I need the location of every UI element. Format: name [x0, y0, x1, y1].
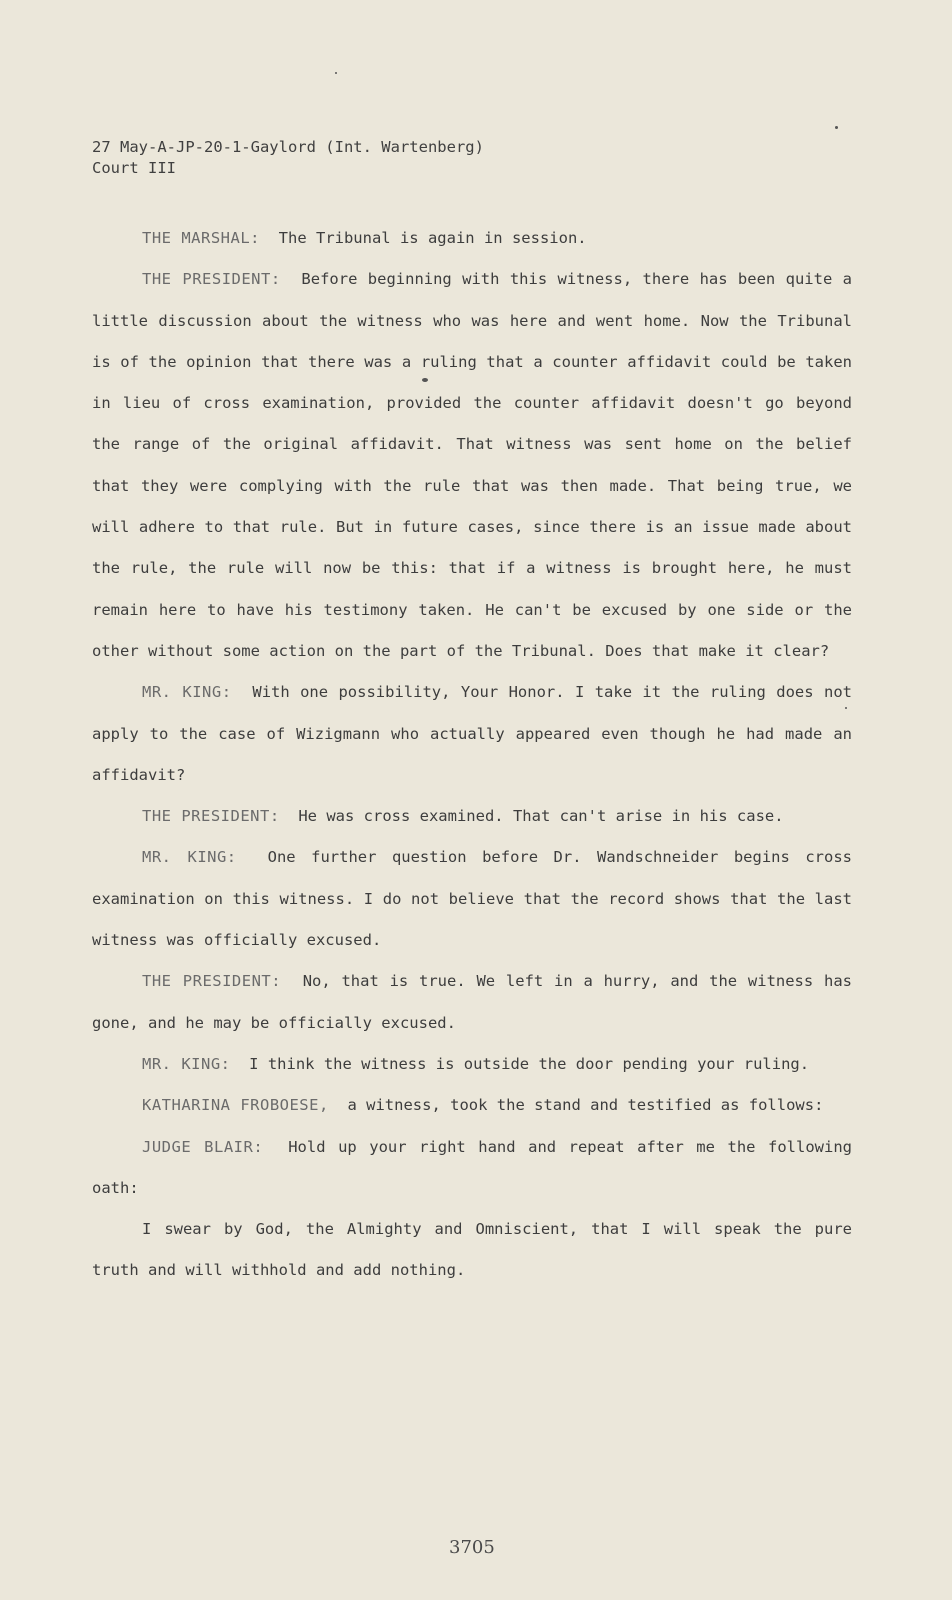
transcript-paragraph	[92, 837, 852, 961]
transcript-paragraph	[92, 961, 852, 1044]
paragraph-text: No, that is true. We left in a hurry, and the witness has gone, and he may be officially excused.	[92, 972, 852, 1032]
transcript-paragraph	[92, 672, 852, 796]
speaker-label: THE PRESIDENT:	[142, 270, 281, 289]
paragraph-text: Hold up your right hand and repeat after me the following oath:	[92, 1137, 852, 1197]
header-reference: 27 May-A-JP-20-1-Gaylord (Int. Wartenberg)	[92, 138, 484, 156]
paper-speck	[335, 72, 337, 74]
paragraph-text: One further question before Dr. Wandschneider begins cross examination on this witness. I do not believe that the record shows that the last witness was officially excused.	[92, 848, 852, 950]
document-header	[92, 137, 484, 179]
speaker-label: THE PRESIDENT:	[142, 972, 282, 991]
page-number: 3705	[449, 1537, 495, 1558]
transcript-body	[92, 218, 852, 1292]
transcript-paragraph	[92, 218, 852, 259]
transcript-paragraph	[92, 1209, 852, 1292]
paragraph-text: I think the witness is outside the door pending your ruling.	[249, 1054, 810, 1073]
header-court: Court III	[92, 159, 176, 177]
speaker-label: MR. KING:	[142, 848, 237, 867]
speaker-label: THE PRESIDENT:	[142, 807, 280, 826]
paper-speck	[845, 707, 847, 709]
transcript-paragraph	[92, 259, 852, 672]
paper-speck	[422, 378, 428, 382]
speaker-label: THE MARSHAL:	[142, 229, 260, 247]
speaker-label: JUDGE BLAIR:	[142, 1137, 264, 1156]
transcript-paragraph	[92, 1085, 852, 1126]
speaker-label: KATHARINA FROBOESE,	[142, 1096, 329, 1115]
paragraph-text: The Tribunal is again in session.	[278, 229, 587, 247]
paragraph-text: Before beginning with this witness, there has been quite a little discussion about the witness who was here and went home. Now the Tribunal is of the opinion that there was a ruling that a counter affidavit could be taken in lieu of cross examination, provided the counter affidavit doesn't go beyond the range of the original affidavit. That witness was sent home on the belief that they were complying with the rule that was then made. That being true, we will adhere to that rule. But in future cases, since there is an issue made about the rule, the rule will now be this: that if a witness is brought here, he must remain here to have his testimony taken. He can't be excused by one side or the other without some action on the part of the Tribunal. Does that make it clear?	[92, 270, 852, 660]
transcript-paragraph	[92, 1127, 852, 1210]
speaker-label: MR. KING:	[142, 683, 232, 702]
paragraph-text: With one possibility, Your Honor. I take it the ruling does not apply to the case of Wizigmann who actually appeared even though he had made an affidavit?	[92, 683, 852, 784]
speaker-label: MR. KING:	[142, 1054, 231, 1073]
paragraph-text: I swear by God, the Almighty and Omniscient, that I will speak the pure truth and will withhold and add nothing.	[92, 1220, 852, 1280]
transcript-paragraph	[92, 796, 852, 837]
paragraph-text: He was cross examined. That can't arise in his case.	[298, 807, 784, 826]
paper-speck	[835, 126, 838, 129]
transcript-paragraph	[92, 1044, 852, 1085]
paragraph-text: a witness, took the stand and testified as follows:	[347, 1096, 824, 1115]
